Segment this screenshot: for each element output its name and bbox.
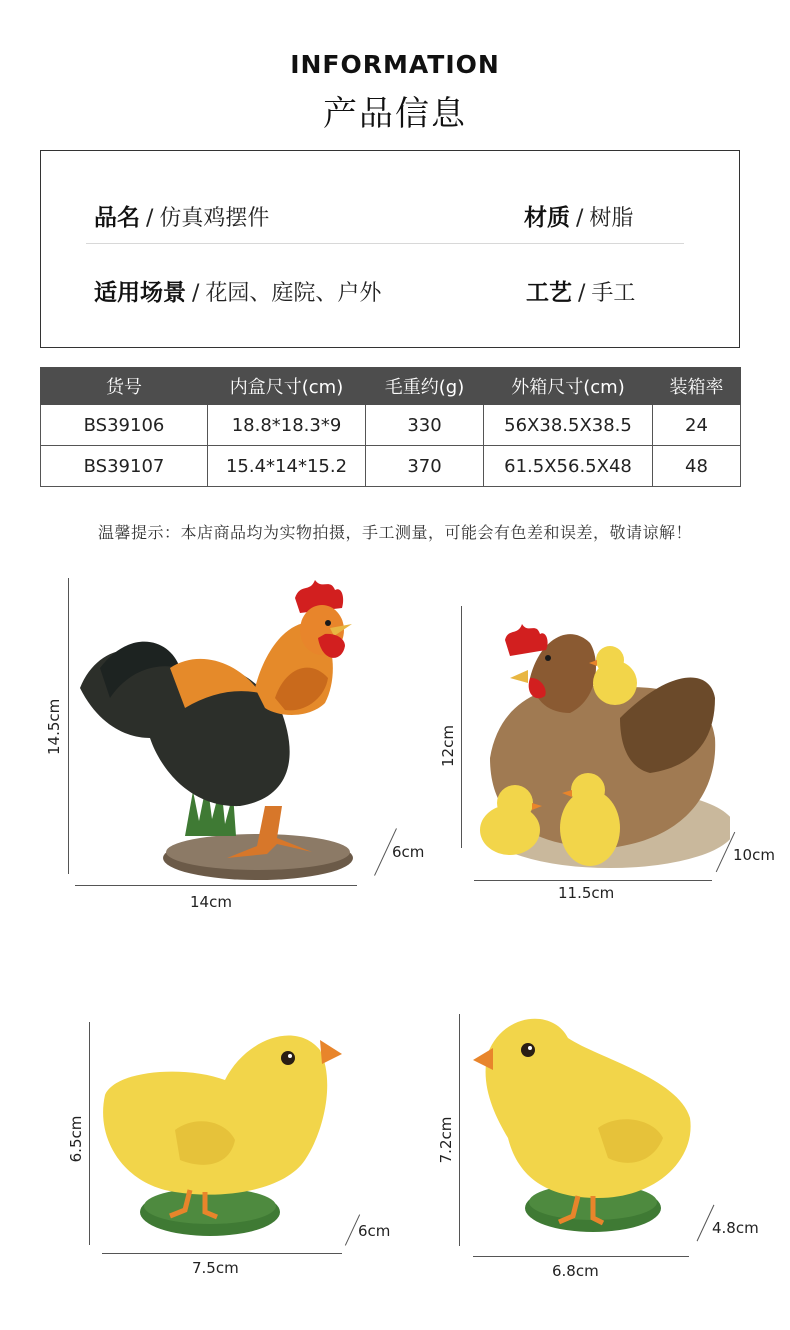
info-name-key: 品名 xyxy=(94,205,140,231)
hen-width-label: 11.5cm xyxy=(558,884,615,902)
cell-gross-weight: 370 xyxy=(366,446,484,487)
cell-outer-box: 56X38.5X38.5 xyxy=(484,405,653,446)
info-separator: / xyxy=(576,206,584,231)
rooster-height-label: 14.5cm xyxy=(45,698,63,755)
cell-item-no: BS39106 xyxy=(41,405,208,446)
rooster-height-line xyxy=(68,578,69,874)
rooster-width-label: 14cm xyxy=(190,893,232,911)
info-craft-key: 工艺 xyxy=(526,280,572,306)
col-header-item-no: 货号 xyxy=(41,368,208,405)
cell-gross-weight: 330 xyxy=(366,405,484,446)
col-header-outer-box: 外箱尺寸(cm) xyxy=(484,368,653,405)
chick-left-image xyxy=(468,1008,698,1240)
info-material-key: 材质 xyxy=(524,205,570,231)
notice-text: 温馨提示：本店商品均为实物拍摄，手工测量，可能会有色差和误差，敬请谅解！ xyxy=(97,523,692,542)
info-scene xyxy=(94,274,381,307)
chick-left-depth-label: 4.8cm xyxy=(712,1219,759,1237)
cell-packing-rate: 48 xyxy=(653,446,741,487)
info-name-value: 仿真鸡摆件 xyxy=(159,206,270,231)
info-separator: / xyxy=(192,281,200,306)
info-material xyxy=(524,199,633,232)
col-header-packing-rate: 装箱率 xyxy=(653,368,741,405)
chick-left-product xyxy=(468,1008,698,1240)
rooster-image xyxy=(60,568,400,898)
info-material-value: 树脂 xyxy=(589,206,634,231)
table-header-row xyxy=(41,368,741,405)
chick-left-width-line xyxy=(473,1256,689,1257)
chick-left-width-label: 6.8cm xyxy=(552,1262,599,1280)
rooster-depth-label: 6cm xyxy=(392,843,425,861)
table-row xyxy=(41,446,741,487)
chick-right-width-line xyxy=(102,1253,342,1254)
chick-right-depth-label: 6cm xyxy=(358,1222,391,1240)
hen-height-label: 12cm xyxy=(439,725,457,767)
rooster-width-line xyxy=(75,885,357,886)
chick-right-height-label: 6.5cm xyxy=(67,1115,85,1163)
cell-inner-box: 15.4*14*15.2 xyxy=(208,446,366,487)
table-row xyxy=(41,405,741,446)
chick-left-height-line xyxy=(459,1014,460,1246)
info-scene-value: 花园、庭院、户外 xyxy=(205,281,382,306)
chick-right-width-label: 7.5cm xyxy=(192,1259,239,1277)
info-craft xyxy=(526,274,635,307)
chick-right-product xyxy=(95,1020,355,1245)
hen-depth-label: 10cm xyxy=(733,846,775,864)
cell-packing-rate: 24 xyxy=(653,405,741,446)
col-header-gross-weight: 毛重约(g) xyxy=(366,368,484,405)
cell-item-no: BS39107 xyxy=(41,446,208,487)
cell-inner-box: 18.8*18.3*9 xyxy=(208,405,366,446)
header-title-en: INFORMATION xyxy=(290,50,500,79)
chick-right-image xyxy=(95,1020,355,1245)
hen-width-line xyxy=(474,880,712,881)
hen-product xyxy=(470,598,730,878)
info-craft-value: 手工 xyxy=(591,281,636,306)
cell-outer-box: 61.5X56.5X48 xyxy=(484,446,653,487)
info-separator: / xyxy=(146,206,154,231)
col-header-inner-box: 内盒尺寸(cm) xyxy=(208,368,366,405)
hen-height-line xyxy=(461,606,462,848)
rooster-product xyxy=(60,568,400,898)
chick-left-height-label: 7.2cm xyxy=(437,1116,455,1164)
info-product-name xyxy=(94,199,269,232)
info-divider xyxy=(86,243,684,244)
chick-right-height-line xyxy=(89,1022,90,1245)
header-title-zh: 产品信息 xyxy=(323,94,467,134)
info-separator: / xyxy=(578,281,586,306)
info-box xyxy=(40,150,740,348)
hen-image xyxy=(470,598,730,878)
spec-table xyxy=(40,367,741,487)
info-scene-key: 适用场景 xyxy=(94,280,186,306)
